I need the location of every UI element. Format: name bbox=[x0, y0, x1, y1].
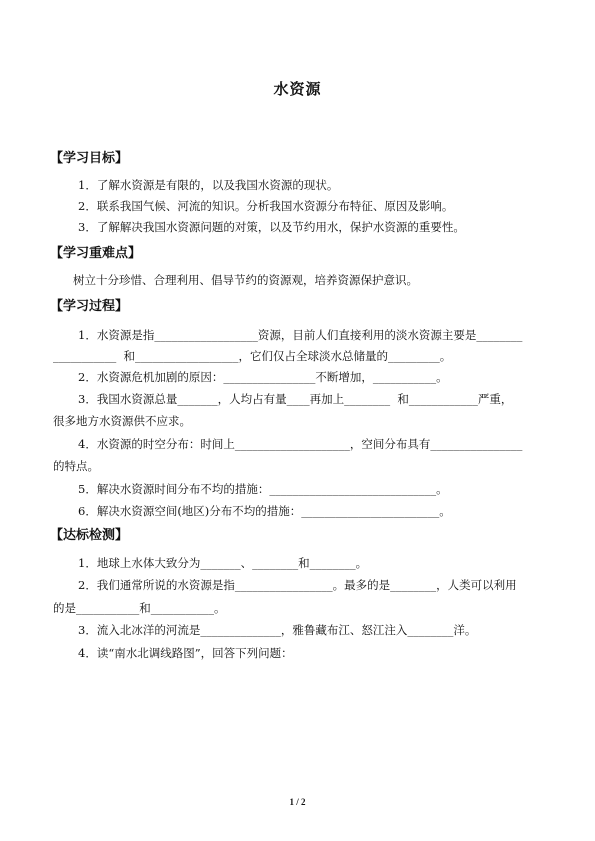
process-line-1-cont: ___________ 和__________________，它们仅占全球淡水总储量的_________。 bbox=[53, 349, 452, 363]
section-heading-keypoints: 【学习重难点】 bbox=[50, 246, 142, 261]
process-line-4-cont: 的特点。 bbox=[53, 459, 99, 473]
test-line-2: 2．我们通常所说的水资源是指_________________。最多的是________，人类可以利用 bbox=[78, 578, 517, 592]
process-line-2: 2．水资源危机加剧的原因：________________不断增加，___________。 bbox=[78, 370, 448, 384]
process-line-6: 6．解决水资源空间(地区)分布不均的措施：________________________。 bbox=[78, 504, 451, 518]
keypoints-text: 树立十分珍惜、合理利用、倡导节约的资源观，培养资源保护意识。 bbox=[73, 273, 418, 287]
test-line-2-cont: 的是___________和___________。 bbox=[53, 601, 226, 615]
section-heading-process: 【学习过程】 bbox=[50, 299, 129, 314]
goal-item-3: 3．了解解决我国水资源问题的对策，以及节约用水，保护水资源的重要性。 bbox=[78, 220, 465, 234]
process-line-3: 3．我国水资源总量_______，人均占有量____再加上________ 和____________严重， bbox=[78, 392, 513, 406]
section-heading-test: 【达标检测】 bbox=[50, 528, 129, 543]
process-line-4: 4．水资源的时空分布：时间上____________________，空间分布具有________________ bbox=[78, 437, 523, 451]
page-title: 水资源 bbox=[273, 80, 322, 98]
test-line-3: 3．流入北冰洋的河流是______________，雅鲁藏布江、怒江注入________洋。 bbox=[78, 623, 477, 637]
goal-item-1: 1．了解水资源是有限的，以及我国水资源的现状。 bbox=[78, 178, 339, 192]
test-line-4: 4．读“南水北调线路图”，回答下列问题： bbox=[78, 646, 293, 660]
process-line-5: 5．解决水资源时间分布不均的措施：_____________________________。 bbox=[78, 482, 448, 496]
page-number: 1 / 2 bbox=[289, 797, 306, 807]
test-line-1: 1．地球上水体大致分为_______、________和________。 bbox=[78, 556, 368, 570]
process-line-1: 1．水资源是指__________________资源，目前人们直接利用的淡水资源主要是________ bbox=[78, 328, 523, 342]
section-heading-goals: 【学习目标】 bbox=[50, 151, 129, 166]
process-line-3-cont: 很多地方水资源供不应求。 bbox=[53, 414, 191, 428]
goal-item-2: 2．联系我国气候、河流的知识。分析我国水资源分布特征、原因及影响。 bbox=[78, 199, 454, 213]
